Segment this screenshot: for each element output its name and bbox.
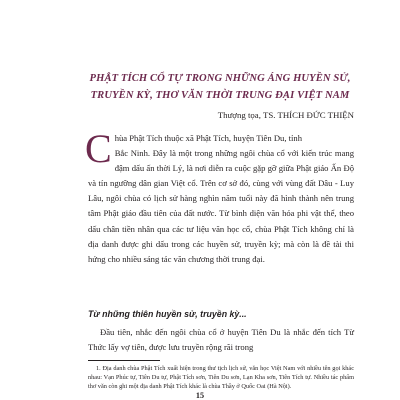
- article-title: [70, 70, 370, 104]
- footnote-block: [88, 364, 354, 391]
- author-byline: Thượng tọa, TS. THÍCH ĐỨC THIỆN: [217, 110, 354, 120]
- drop-cap-letter: C: [85, 126, 112, 171]
- article-title-line-1: PHẬT TÍCH CỔ TỰ TRONG NHỮNG ÁNG HUYỀN SỬ,: [89, 73, 351, 84]
- footnote-1: 1. Địa danh chùa Phật Tích xuất hiện trong thư tịch lịch sử, văn học Việt Nam với nhiều tên gọi khác nhau: Vạn Phúc tự, Tiên Du tự, Phật Tích sơn, Tiên Du sơn, Lạn Kha sơn, Tiên Tích tự. Nhiều tác phẩm thơ văn còn ghi một địa danh Phật Tích khác là chùa Thầy ở Quốc Oai (Hà Nội).: [88, 365, 354, 390]
- intro-line-1: hùa Phật Tích thuộc xã Phật Tích, huyện Tiên Du, tỉnh: [114, 133, 302, 143]
- article-title-line-2: TRUYỀN KỲ, THƠ VĂN THỜI TRUNG ĐẠI VIỆT NAM: [90, 90, 350, 101]
- footnote-divider: [88, 360, 160, 361]
- section-heading: Từ những thiên huyền sử, truyền kỳ...: [88, 309, 247, 319]
- intro-line-2: Bắc Ninh. Đây là một trong những ngôi chùa cổ với kiến: [114, 148, 317, 159]
- intro-paragraph: [85, 126, 354, 267]
- intro-text-rest: trúc mang đậm dấu ấn thời Lý, là nơi diễn ra cuộc gặp gỡ giữa Phật giáo Ấn Độ và tín ngưỡng dân gian Việt cổ. Trên cơ sở đó, cùng với vùng đất Dâu - Luy Lâu, ngôi chùa có lịch sử hàng nghìn năm tuổi này đã hình thành nên trung tâm Phật giáo đầu tiên của đất nước. Từ bình diện văn hóa phi vật thể, theo dấu chân tiền nhân qua các tư liệu văn học cổ, chùa Phật Tích không chỉ là địa danh được ghi dấu trong các huyền sử, truyền kỳ; mà còn là đề tài thi hứng cho nhiều sáng tác văn chương thời trung đại.: [88, 148, 354, 264]
- page-number: 15: [195, 391, 205, 400]
- section-paragraph-text: Đầu tiên, nhắc đến ngôi chùa cổ ở huyện Tiên Du là nhắc đến tích Từ Thức lấy vợ tiên, được lưu truyền rộng rãi trong: [88, 327, 354, 352]
- section-paragraph: [88, 325, 354, 355]
